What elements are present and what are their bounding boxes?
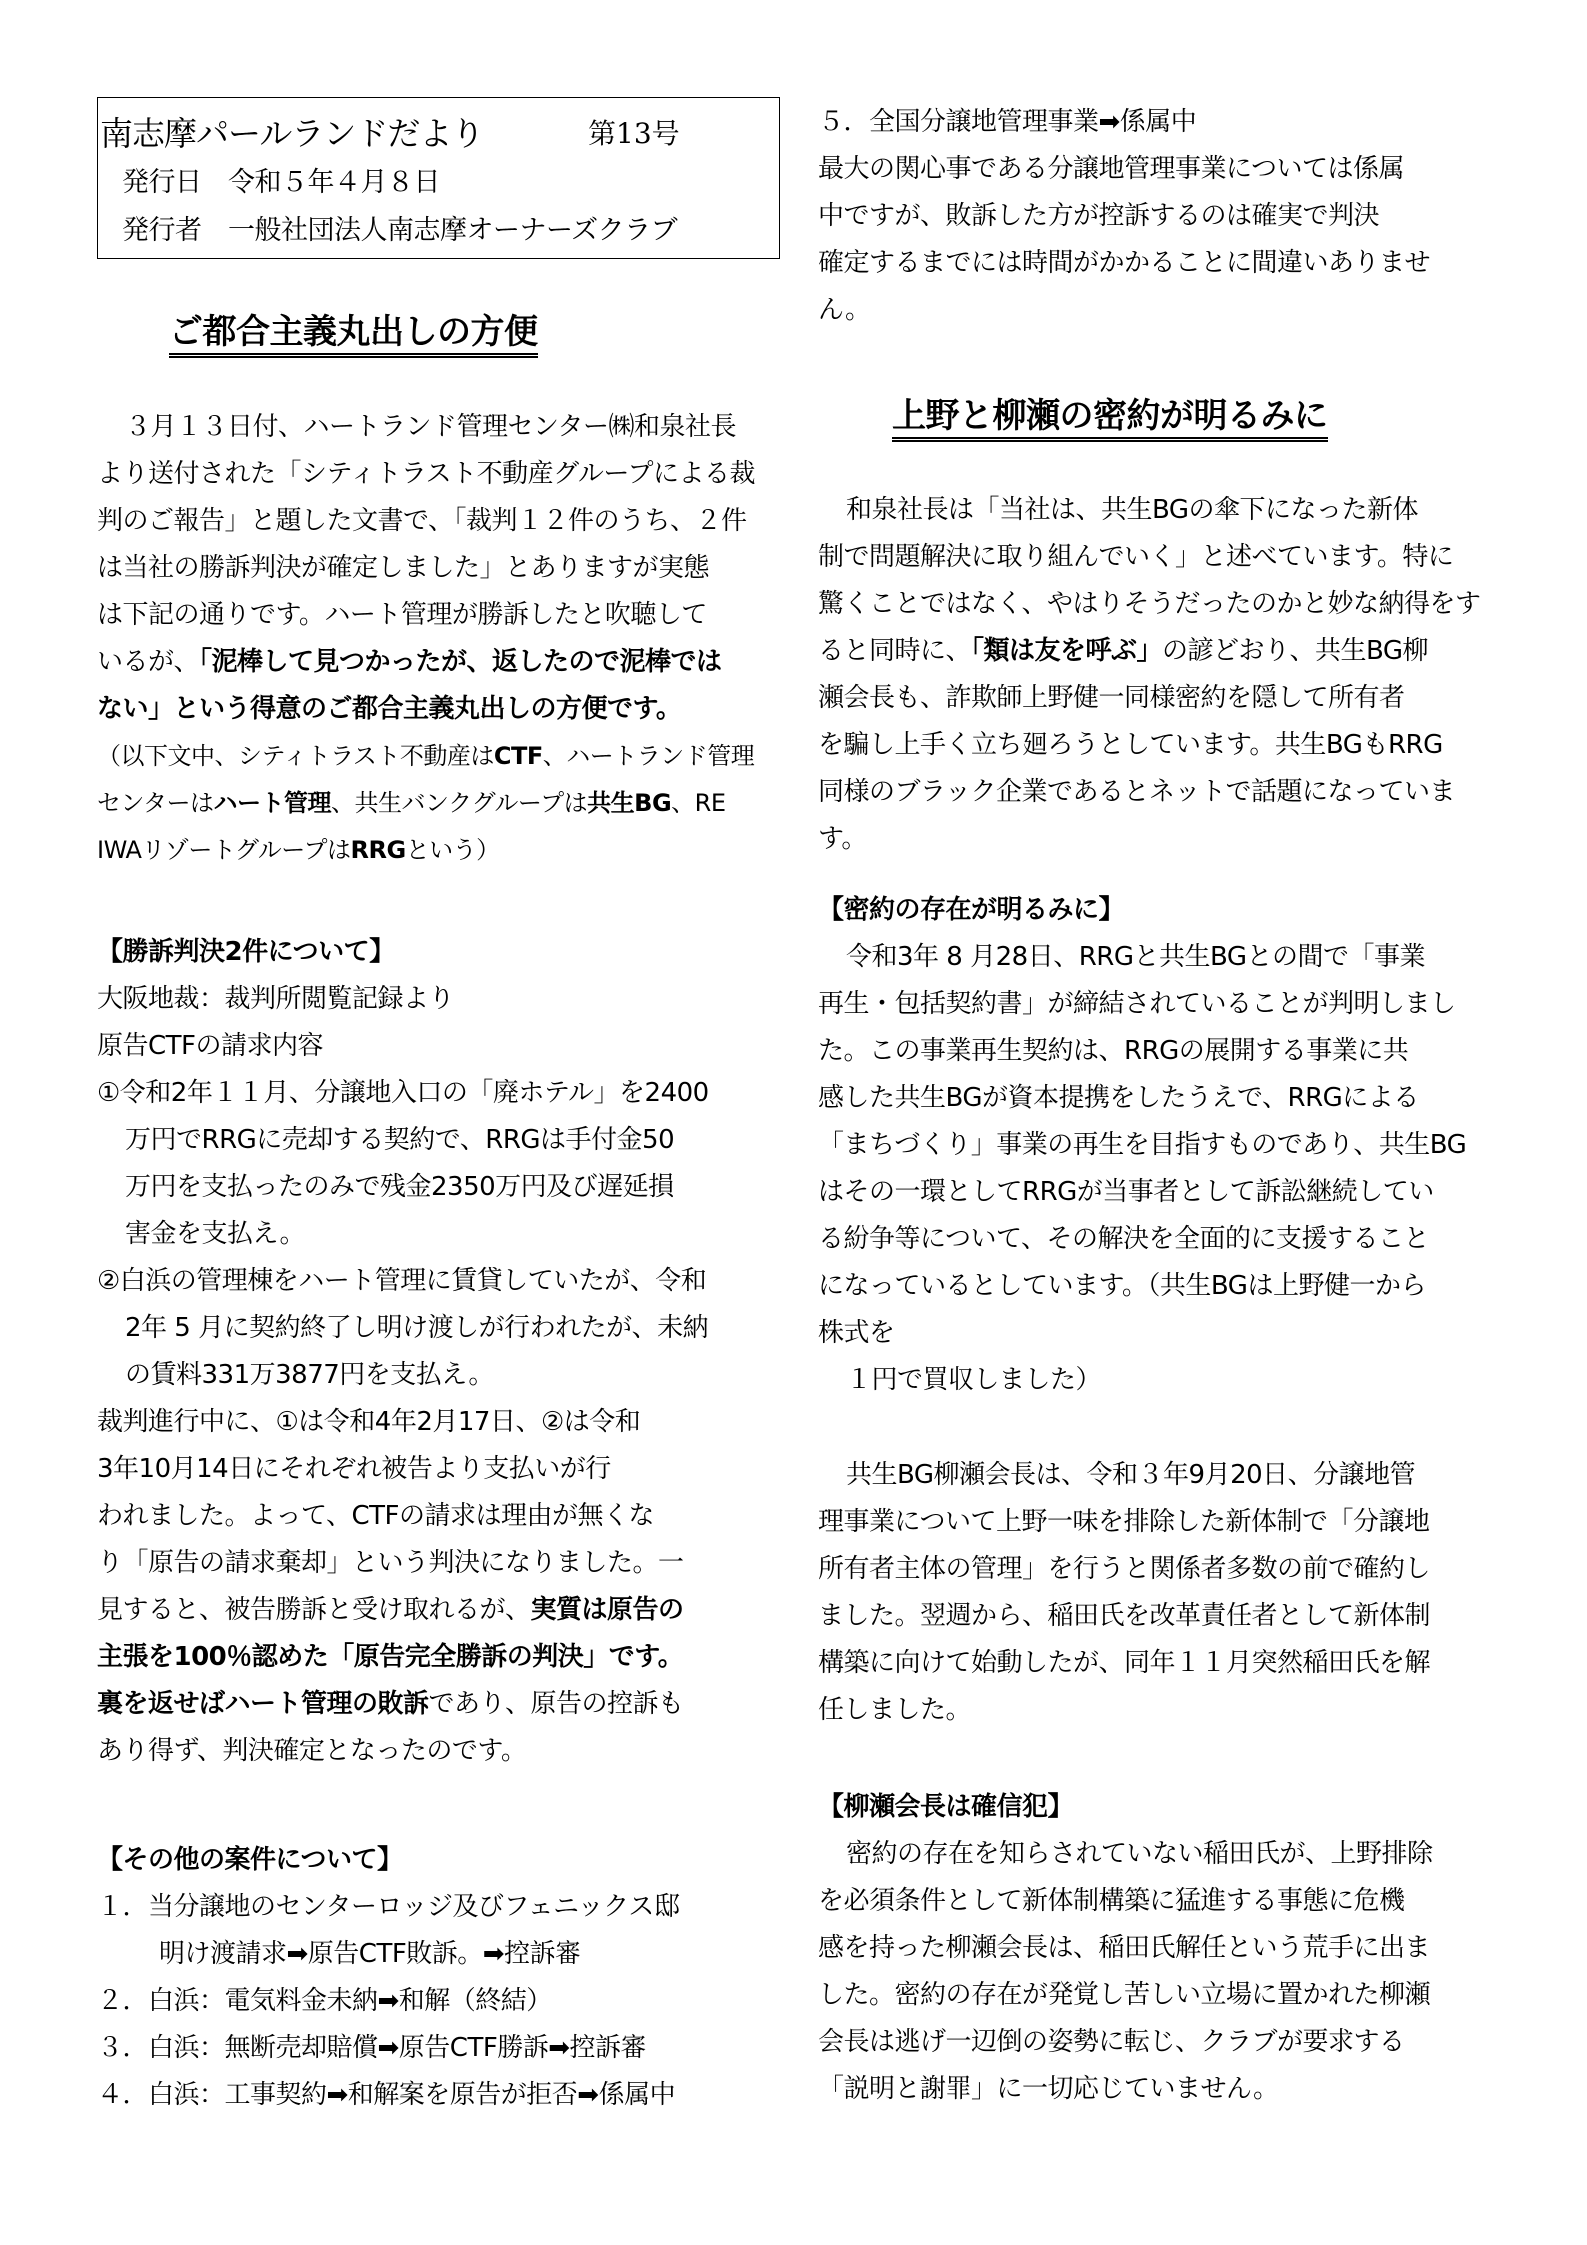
- text-span: 、RE: [671, 789, 726, 817]
- article1-line: 判のご報告」と題した文書で、「裁判１２件のうち、２件: [97, 506, 747, 536]
- claim-2-line: の賃料331万3877円を支払え。: [125, 1360, 494, 1390]
- text-span: 、共生バンクグループは: [331, 789, 588, 817]
- claim-1-line: 万円を支払ったのみで残金2350万円及び遅延損: [125, 1172, 674, 1202]
- text-span: ると同時に、: [818, 636, 972, 666]
- article2-line: [818, 634, 1428, 668]
- article2-line: 任しました。: [818, 1695, 972, 1725]
- abbrev-ctf: CTF: [493, 742, 543, 770]
- section-heading-winning-cases: 【勝訴判決2件について】: [97, 937, 395, 967]
- article1-line: は下記の通りです。ハート管理が勝訴したと吹聴して: [97, 600, 707, 630]
- article2-line: 令和3年 8 月28日、RRGと共生BGとの間で「事業: [846, 942, 1426, 972]
- text-span: （以下文中、シティトラスト不動産は: [97, 742, 494, 770]
- article2-line: 理事業について上野一味を排除した新体制で「分譲地: [818, 1507, 1430, 1537]
- article2-line: はその一環としてRRGが当事者として訴訟継続してい: [818, 1177, 1434, 1207]
- article2-line: 所有者主体の管理」を行うと関係者多数の前で確約し: [818, 1554, 1431, 1584]
- emphasis-span: 実質は原告の: [530, 1595, 684, 1625]
- section-heading-other-cases: 【その他の案件について】: [97, 1845, 403, 1875]
- article2-line: る紛争等について、その解決を全面的に支援すること: [818, 1224, 1429, 1254]
- result-line: 裁判進行中に、①は令和4年2月17日、②は令和: [97, 1407, 641, 1437]
- text-span: 見すると、被告勝訴と受け取れるが、: [97, 1595, 531, 1625]
- publisher-label: 発行者: [122, 215, 202, 246]
- article2-line: 「まちづくり」事業の再生を目指すものであり、共生BG: [818, 1130, 1467, 1160]
- article2-line: 感した共生BGが資本提携をしたうえで、RRGによる: [818, 1083, 1419, 1113]
- publisher-row: [122, 208, 677, 247]
- article1-line: ３月１３日付、ハートランド管理センター㈱和泉社長: [125, 412, 736, 442]
- article2-line: 会長は逃げ一辺倒の姿勢に転じ、クラブが要求する: [818, 2027, 1405, 2057]
- text-span: いるが、: [97, 647, 200, 677]
- article2-line: ました。翌週から、稲田氏を改革責任者として新体制: [818, 1601, 1431, 1631]
- abbrev-heart: ハート管理: [213, 789, 332, 817]
- emphasis-span: ない」という得意のご都合主義丸出しの方便です。: [97, 694, 682, 724]
- masthead-box: [97, 97, 780, 259]
- article2-line: た。この事業再生契約は、RRGの展開する事業に共: [818, 1036, 1409, 1066]
- emphasis-span: 「泥棒して見つかったが、返したので泥棒では: [199, 647, 722, 677]
- claim-2-line: 2年 5 月に契約終了し明け渡しが行われたが、未納: [125, 1313, 709, 1343]
- article2-line: 瀬会長も、詐欺師上野健一同様密約を隠して所有者: [818, 683, 1405, 713]
- issue-date-label: 発行日: [122, 167, 202, 198]
- article1-line: [97, 645, 722, 679]
- article2-line: を必須条件として新体制構築に猛進する事態に危機: [818, 1886, 1405, 1916]
- abbrev-kyosei: 共生BG: [587, 789, 672, 817]
- case-item: ５．全国分譲地管理事業➡係属中: [818, 107, 1197, 137]
- article2-line: 共生BG柳瀬会長は、令和３年9月20日、分譲地管: [846, 1460, 1416, 1490]
- article2-line: 密約の存在を知らされていない稲田氏が、上野排除: [846, 1839, 1433, 1869]
- emphasis-span: 裏を返せばハート管理の敗訴: [97, 1689, 429, 1719]
- text-span: 、ハートランド管理: [542, 742, 755, 770]
- article1-line: より送付された「シティトラスト不動産グループによる裁: [97, 459, 756, 489]
- body-line: 中ですが、敗訴した方が控訴するのは確実で判決: [818, 201, 1380, 231]
- result-line: [97, 1593, 684, 1627]
- article2-line: になっているとしています。（共生BGは上野健一から: [818, 1271, 1426, 1301]
- claim-1-line: 害金を支払え。: [125, 1219, 306, 1249]
- article2-line: 同様のブラック企業であるとネットで話題になっていま: [818, 777, 1455, 807]
- article2-line: 再生・包括契約書」が締結されていることが判明しまし: [818, 989, 1456, 1019]
- article2-line: 構築に向けて始動したが、同年１１月突然稲田氏を解: [818, 1648, 1431, 1678]
- article2-line: 驚くことではなく、やはりそうだったのかと妙な納得をす: [818, 589, 1481, 619]
- section-heading-secret-pact: 【密約の存在が明るみに】: [818, 895, 1125, 925]
- result-line: [97, 1640, 683, 1674]
- article2-headline: 上野と柳瀬の密約が明るみに: [892, 396, 1328, 442]
- article2-line: す。: [818, 824, 867, 854]
- publisher-name: 一般社団法人南志摩オーナーズクラブ: [228, 215, 678, 246]
- result-line: あり得ず、判決確定となったのです。: [97, 1736, 527, 1766]
- abbrev-note-line: [97, 739, 754, 773]
- issue-date: 令和５年４月８日: [228, 167, 440, 198]
- issue-date-row: [122, 160, 440, 199]
- text-span: であり、原告の控訴も: [428, 1689, 684, 1719]
- article2-line: 和泉社長は「当社は、共生BGの傘下になった新体: [846, 495, 1419, 525]
- body-line: 最大の関心事である分譲地管理事業については係属: [818, 154, 1404, 184]
- article2-line: 「説明と謝罪」に一切応じていません。: [818, 2074, 1279, 2104]
- result-line: り「原告の請求棄却」という判決になりました。一: [97, 1548, 684, 1578]
- text-span: IWAリゾートグループは: [97, 836, 351, 864]
- abbrev-note-line: [97, 786, 726, 820]
- claim-1-line: 万円でRRGに売却する契約で、RRGは手付金50: [125, 1125, 675, 1155]
- issue-number: 第13号: [588, 117, 680, 150]
- abbrev-rrg: RRG: [350, 836, 406, 864]
- article1-line: [97, 692, 681, 726]
- article1-headline: ご都合主義丸出しの方便: [169, 312, 538, 358]
- article1-line: 原告CTFの請求内容: [97, 1031, 323, 1061]
- article1-line: 大阪地裁：裁判所閲覧記録より: [97, 984, 455, 1014]
- article2-line: １円で買収しました）: [846, 1365, 1102, 1395]
- claim-2-line: ②白浜の管理棟をハート管理に賃貸していたが、令和: [97, 1266, 707, 1296]
- section-heading-chairman: 【柳瀬会長は確信犯】: [818, 1792, 1074, 1822]
- article2-line: した。密約の存在が発覚し苦しい立場に置かれた柳瀬: [818, 1980, 1431, 2010]
- body-line: 確定するまでには時間がかかることに間違いありませ: [818, 248, 1431, 278]
- article1-line: は当社の勝訴判決が確定しました」とありますが実態: [97, 553, 710, 583]
- result-line: [97, 1687, 684, 1721]
- article2-line: 制で問題解決に取り組んでいく」と述べています。特に: [818, 542, 1454, 572]
- body-line: ん。: [818, 295, 871, 325]
- result-line: 3年10月14日にそれぞれ被告より支払いが行: [97, 1454, 611, 1484]
- claim-1-line: ①令和2年１１月、分譲地入口の「廃ホテル」を2400: [97, 1078, 709, 1108]
- newsletter-title: 南志摩パールランドだより: [100, 114, 484, 153]
- case-item: 明け渡請求➡原告CTF敗訴。➡控訴審: [159, 1939, 581, 1969]
- proverb-emphasis: 「類は友を呼ぶ」: [971, 636, 1163, 666]
- abbrev-note-line: [97, 833, 500, 867]
- case-item: １．当分譲地のセンターロッジ及びフェニックス邸: [97, 1892, 680, 1922]
- text-span: という）: [405, 836, 500, 864]
- case-item: ４．白浜：工事契約➡和解案を原告が拒否➡係属中: [97, 2080, 676, 2110]
- text-span: センターは: [97, 789, 214, 817]
- case-item: ３．白浜：無断売却賠償➡原告CTF勝訴➡控訴審: [97, 2033, 647, 2063]
- emphasis-span: 主張を100％認めた「原告完全勝訴の判決」です。: [97, 1642, 684, 1672]
- text-span: の諺どおり、共生BG柳: [1162, 636, 1429, 666]
- article2-line: 株式を: [818, 1318, 895, 1348]
- case-item: ２．白浜：電気料金未納➡和解（終結）: [97, 1986, 552, 2016]
- article2-line: 感を持った柳瀬会長は、稲田氏解任という荒手に出ま: [818, 1933, 1431, 1963]
- result-line: われました。よって、CTFの請求は理由が無くな: [97, 1501, 654, 1531]
- article2-line: を騙し上手く立ち廻ろうとしています。共生BGもRRG: [818, 730, 1443, 760]
